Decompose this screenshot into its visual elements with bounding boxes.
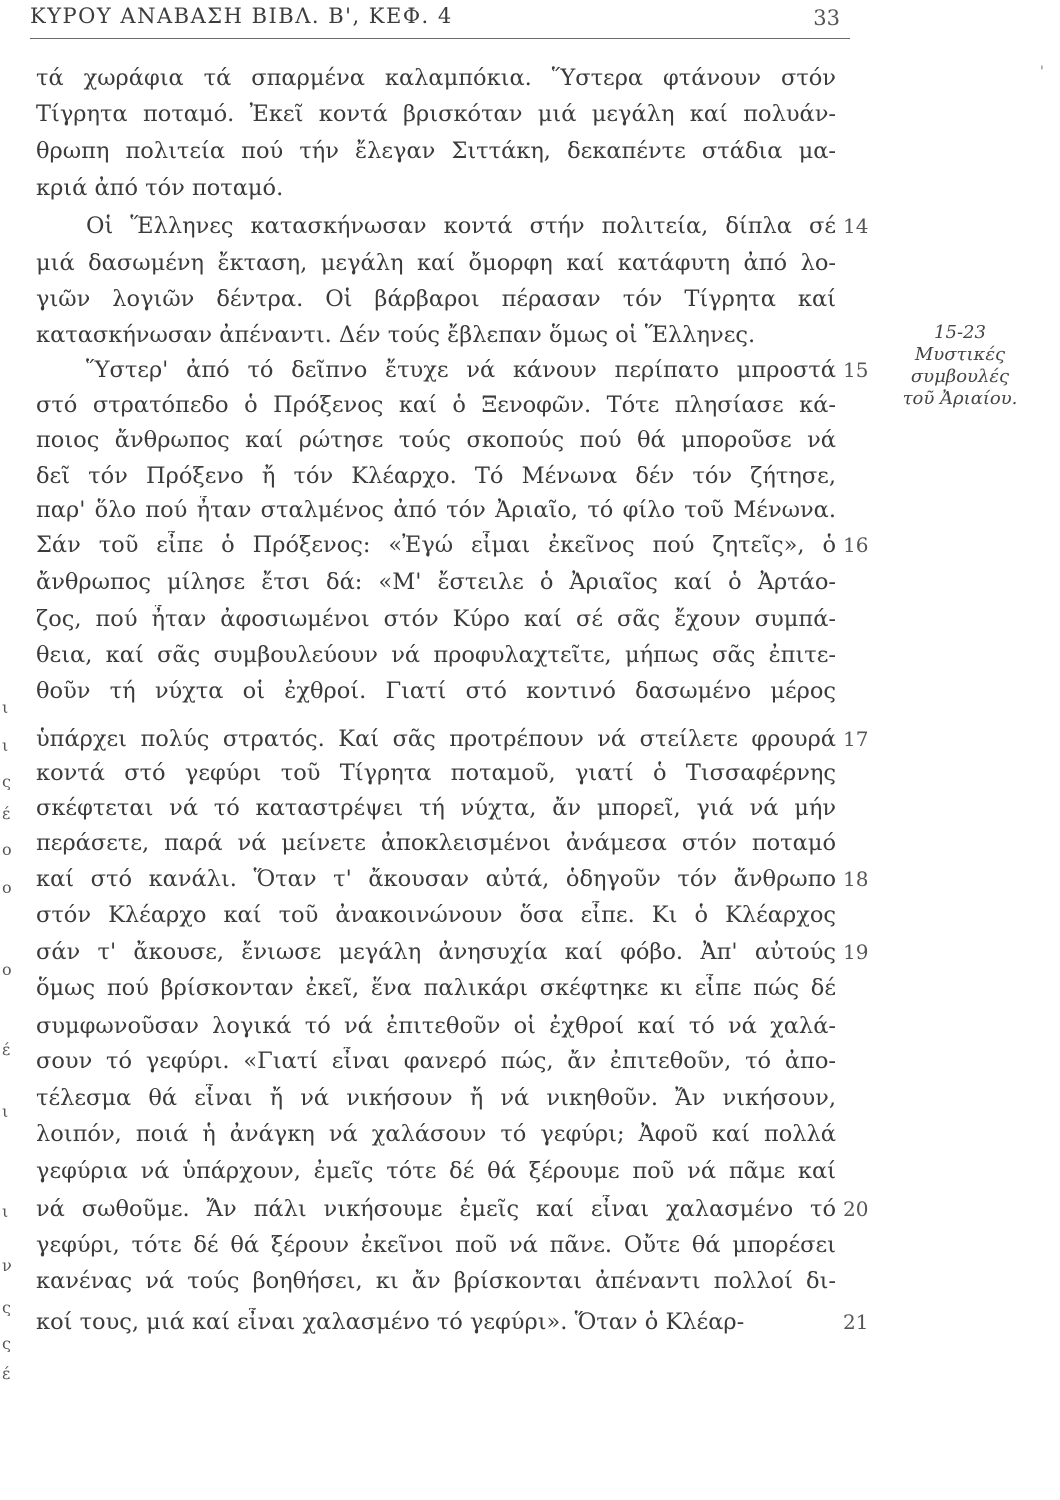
text-line: νά σωθοῦμε. Ἄν πάλι νικήσουμε ἐμεῖς καί εἶναι χαλασμένο τό (36, 1196, 836, 1222)
edge-fragment: ο (2, 880, 12, 896)
edge-fragment: ι (2, 1204, 9, 1220)
edge-fragment: ο (2, 962, 12, 978)
text-line: κατασκήνωσαν ἀπέναντι. Δέν τούς ἔβλεπαν ὅμως οἱ Ἕλληνες. (36, 322, 756, 348)
text-line: μιά δασωμένη ἔκταση, μεγάλη καί ὄμορφη καί κατάφυτη ἀπό λο- (36, 250, 836, 276)
edge-fragment: ο (2, 842, 12, 858)
sidenote-line-2: συμβουλές (910, 366, 1010, 387)
text-line: γεφύρι, τότε δέ θά ξέρουν ἐκεῖνοι ποῦ νά πᾶνε. Οὔτε θά μπορέσει (36, 1232, 836, 1258)
section-number-16: 16 (843, 533, 869, 557)
section-number-19: 19 (843, 940, 869, 964)
edge-fragment: ι (2, 1104, 9, 1120)
text-line: θοῦν τή νύχτα οἱ ἐχθροί. Γιατί στό κοντινό δασωμένο μέρος (36, 678, 836, 704)
section-number-21: 21 (843, 1310, 869, 1334)
text-line: συμφωνοῦσαν λογικά τό νά ἐπιτεθοῦν οἱ ἐχθροί καί τό νά χαλά- (36, 1013, 836, 1039)
paragraph-start-line: Οἱ Ἕλληνες κατασκήνωσαν κοντά στήν πολιτεία, δίπλα σέ (86, 213, 836, 239)
edge-fragment: ς (2, 774, 11, 790)
edge-fragment: έ (2, 1366, 11, 1382)
text-line: δεῖ τόν Πρόξενο ἤ τόν Κλέαρχο. Τό Μένωνα δέν τόν ζήτησε, (36, 463, 836, 489)
text-line: γεφύρια νά ὑπάρχουν, ἐμεῖς τότε δέ θά ξέρουμε ποῦ νά πᾶμε καί (36, 1158, 836, 1184)
section-number-20: 20 (843, 1197, 869, 1221)
text-line: ὑπάρχει πολύς στρατός. Καί σᾶς προτρέπουν νά στείλετε φρουρά (36, 726, 836, 752)
paragraph-start-line: Ὕστερ' ἀπό τό δεῖπνο ἔτυχε νά κάνουν περίπατο μπροστά (86, 357, 836, 383)
margin-sidenote (870, 322, 1050, 410)
text-line: κριά ἀπό τόν ποταμό. (36, 175, 284, 201)
text-line: περάσετε, παρά νά μείνετε ἀποκλεισμένοι ἀνάμεσα στόν ποταμό (36, 830, 836, 856)
edge-fragment: ν (2, 1258, 12, 1274)
sidenote-line-1: Μυστικές (914, 344, 1006, 365)
text-line: τά χωράφια τά σπαρμένα καλαμπόκια. Ὕστερα φτάνουν στόν (36, 65, 836, 91)
text-line: ἄνθρωπος μίλησε ἔτσι δά: «Μ' ἔστειλε ὁ Ἀριαῖος καί ὁ Ἀρτάο- (36, 569, 836, 595)
text-line: στόν Κλέαρχο καί τοῦ ἀνακοινώνουν ὅσα εἶπε. Κι ὁ Κλέαρχος (36, 902, 836, 928)
section-number-17: 17 (843, 727, 869, 751)
edge-fragment: ς (2, 1336, 11, 1352)
text-line: Σάν τοῦ εἶπε ὁ Πρόξενος: «Ἐγώ εἶμαι ἐκεῖνος πού ζητεῖς», ὁ (36, 532, 836, 558)
text-line: θεια, καί σᾶς συμβουλεύουν νά προφυλαχτεῖτε, μήπως σᾶς ἐπιτε- (36, 642, 836, 668)
section-number-14: 14 (843, 214, 869, 238)
text-line: γιῶν λογιῶν δέντρα. Οἱ βάρβαροι πέρασαν τόν Τίγρητα καί (36, 286, 836, 312)
text-line: λοιπόν, ποιά ἡ ἀνάγκη νά χαλάσουν τό γεφύρι; Ἀφοῦ καί πολλά (36, 1121, 836, 1147)
text-line: κοί τους, μιά καί εἶναι χαλασμένο τό γεφύρι». Ὅταν ὁ Κλέαρ- (36, 1309, 745, 1335)
text-line: σκέφτεται νά τό καταστρέψει τή νύχτα, ἄν μπορεῖ, γιά νά μήν (36, 795, 836, 821)
text-line: στό στρατόπεδο ὁ Πρόξενος καί ὁ Ξενοφῶν. Τότε πλησίασε κά- (36, 392, 836, 418)
text-line: καί στό κανάλι. Ὅταν τ' ἄκουσαν αὐτά, ὁδηγοῦν τόν ἄνθρωπο (36, 866, 836, 892)
running-head: ΚΥΡΟΥ ΑΝΑΒΑΣΗ ΒΙΒΛ. Β', ΚΕΦ. 4 (30, 4, 453, 28)
edge-fragment: ι (2, 700, 9, 716)
text-line: ὅμως πού βρίσκονταν ἐκεῖ, ἕνα παλικάρι σκέφτηκε κι εἶπε πώς δέ (36, 975, 836, 1001)
edge-fragment: έ (2, 1042, 11, 1058)
margin-speck: ' (1040, 64, 1044, 80)
text-line: σάν τ' ἄκουσε, ἔνιωσε μεγάλη ἀνησυχία καί φόβο. Ἀπ' αὐτούς (36, 939, 836, 965)
text-line: θρωπη πολιτεία πού τήν ἔλεγαν Σιττάκη, δεκαπέντε στάδια μα- (36, 138, 836, 164)
edge-fragment: ς (2, 1300, 11, 1316)
sidenote-line-3: τοῦ Ἀριαίου. (902, 388, 1018, 409)
page-number: 33 (813, 6, 840, 30)
text-line: ζος, πού ἦταν ἀφοσιωμένοι στόν Κύρο καί σέ σᾶς ἔχουν συμπά- (36, 606, 836, 632)
text-line: κοντά στό γεφύρι τοῦ Τίγρητα ποταμοῦ, γιατί ὁ Τισσαφέρνης (36, 760, 836, 786)
edge-fragment: έ (2, 806, 11, 822)
text-line: κανένας νά τούς βοηθήσει, κι ἄν βρίσκονται ἀπέναντι πολλοί δι- (36, 1268, 836, 1294)
page-header (30, 2, 850, 39)
text-line: ποιος ἄνθρωπος καί ρώτησε τούς σκοπούς πού θά μποροῦσε νά (36, 427, 836, 453)
section-number-18: 18 (843, 867, 869, 891)
sidenote-range: 15-23 (934, 322, 986, 343)
text-line: παρ' ὅλο πού ἦταν σταλμένος ἀπό τόν Ἀριαῖο, τό φίλο τοῦ Μένωνα. (36, 497, 836, 523)
text-line: τέλεσμα θά εἶναι ἤ νά νικήσουν ἤ νά νικηθοῦν. Ἄν νικήσουν, (36, 1085, 836, 1111)
text-line: σουν τό γεφύρι. «Γιατί εἶναι φανερό πώς, ἄν ἐπιτεθοῦν, τό ἀπο- (36, 1048, 836, 1074)
text-line: Τίγρητα ποταμό. Ἐκεῖ κοντά βρισκόταν μιά μεγάλη καί πολυάν- (36, 101, 836, 127)
edge-fragment: ι (2, 738, 9, 754)
section-number-15: 15 (843, 358, 869, 382)
